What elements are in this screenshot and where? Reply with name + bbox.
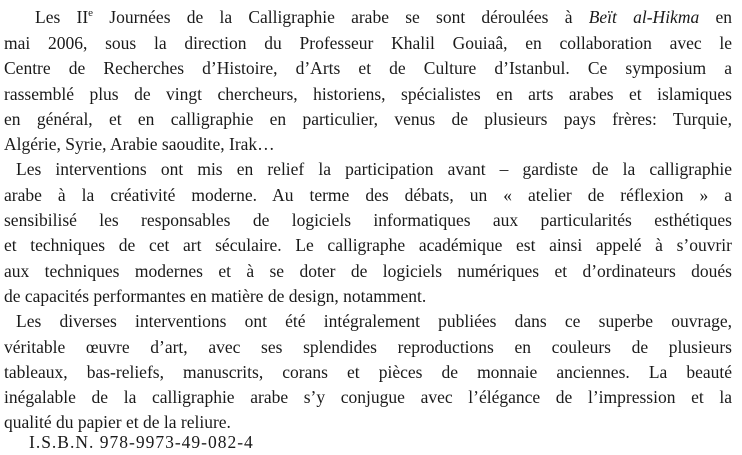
paragraph-2-line-3: sensibilisé les responsables de logiciels informatiques aux particularités esthétiques bbox=[4, 210, 732, 230]
paragraph-1-line-1-end: en bbox=[699, 7, 732, 27]
paragraph-1-line-6: Algérie, Syrie, Arabie saoudite, Irak… bbox=[4, 134, 275, 154]
ordinal-superscript: e bbox=[88, 7, 94, 19]
paragraph-2-line-4: et techniques de cet art séculaire. Le calligraphe académique est ainsi appelé à s’ouvrir bbox=[4, 235, 732, 255]
paragraph-3-line-4: inégalable de la calligraphie arabe s’y conjugue avec l’élégance de l’impression et la bbox=[4, 387, 732, 407]
paragraph-3-line-5: qualité du papier et de la reliure. bbox=[4, 412, 231, 432]
paragraph-3-line-3: tableaux, bas-reliefs, manuscrits, corans et pièces de monnaie anciennes. La beauté bbox=[4, 362, 732, 382]
isbn-line: I.S.B.N. 978-9973-49-082-4 bbox=[29, 432, 254, 452]
paragraph-1-line-1 bbox=[35, 4, 732, 30]
paragraph-2-line-6: de capacités performantes en matière de design, notamment. bbox=[4, 286, 427, 306]
paragraph-1-line-4: rassemblé plus de vingt chercheurs, historiens, spécialistes en arts arabes et islamiques bbox=[4, 84, 732, 104]
paragraph-1-line-1-middle: Journées de la Calligraphie arabe se sont déroulées à bbox=[93, 7, 589, 27]
paragraph-2-line-5: aux techniques modernes et à se doter de logiciels numériques et d’ordinateurs doués bbox=[4, 261, 732, 281]
paragraph-2-line-1: Les interventions ont mis en relief la participation avant – gardiste de la calligraphie bbox=[16, 159, 732, 179]
paragraph-1-line-5: en général, et en calligraphie en particulier, venus de plusieurs pays frères: Turquie, bbox=[4, 109, 732, 129]
paragraph-1-line-3: Centre de Recherches d’Histoire, d’Arts et de Culture d’Istanbul. Ce symposium a bbox=[4, 58, 732, 78]
paragraph-3-line-1: Les diverses interventions ont été intégralement publiées dans ce superbe ouvrage, bbox=[16, 311, 732, 331]
paragraph-3-line-2: véritable œuvre d’art, avec ses splendides reproductions en couleurs de plusieurs bbox=[4, 337, 732, 357]
paragraph-1-line-1-start: Les II bbox=[35, 7, 89, 27]
paragraph-2-line-2: arabe à la créativité moderne. Au terme des débats, un « atelier de réflexion » a bbox=[4, 185, 732, 205]
paragraph-1-line-2: mai 2006, sous la direction du Professeur Khalil Gouiaâ, en collaboration avec le bbox=[4, 33, 732, 53]
venue-name-italic: Beït al-Hikma bbox=[588, 7, 700, 27]
